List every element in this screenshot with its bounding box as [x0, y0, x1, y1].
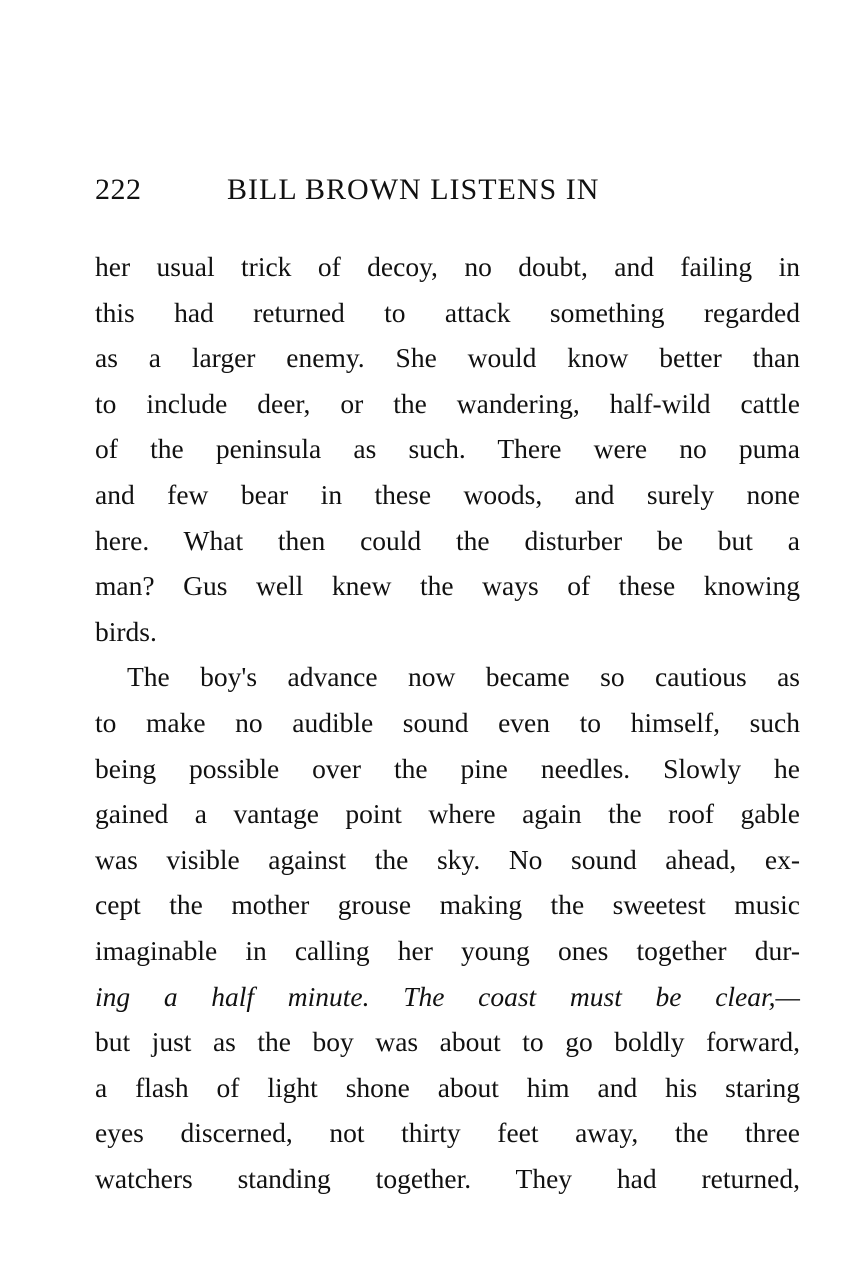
text-line: eyes discerned, not thirty feet away, the three — [95, 1117, 800, 1149]
paragraph — [95, 244, 800, 654]
text-line: was visible against the sky. No sound ahead, ex- — [95, 843, 800, 875]
text-line: ing a half minute. The coast must be clear,— — [95, 980, 800, 1012]
text-line: but just as the boy was about to go boldly forward, — [95, 1026, 800, 1058]
paragraph — [95, 654, 800, 1201]
text-line: to include deer, or the wandering, half-wild cattle — [95, 387, 800, 419]
body-text — [95, 244, 800, 1201]
text-line: watchers standing together. They had returned, — [95, 1162, 800, 1194]
text-line: being possible over the pine needles. Slowly he — [95, 752, 800, 784]
page-number: 222 — [95, 173, 142, 206]
text-line: and few bear in these woods, and surely none — [95, 478, 800, 510]
text-line: this had returned to attack something regarded — [95, 296, 800, 328]
text-line: here. What then could the disturber be but a — [95, 524, 800, 556]
text-line: her usual trick of decoy, no doubt, and failing in — [95, 251, 800, 282]
text-line: imaginable in calling her young ones together dur- — [95, 934, 800, 966]
text-line: man? Gus well knew the ways of these knowing — [95, 570, 800, 602]
text-line: of the peninsula as such. There were no puma — [95, 433, 800, 465]
text-line: gained a vantage point where again the roof gable — [95, 798, 800, 830]
text-line: The boy's advance now became so cautious as — [127, 661, 800, 693]
text-line: birds. — [95, 615, 157, 647]
text-line: a flash of light shone about him and his staring — [95, 1071, 800, 1103]
book-title: BILL BROWN LISTENS IN — [227, 173, 600, 206]
text-line: as a larger enemy. She would know better than — [95, 342, 800, 374]
text-line: to make no audible sound even to himself, such — [95, 706, 800, 738]
running-head — [95, 168, 800, 212]
text-line: cept the mother grouse making the sweetest music — [95, 889, 800, 921]
